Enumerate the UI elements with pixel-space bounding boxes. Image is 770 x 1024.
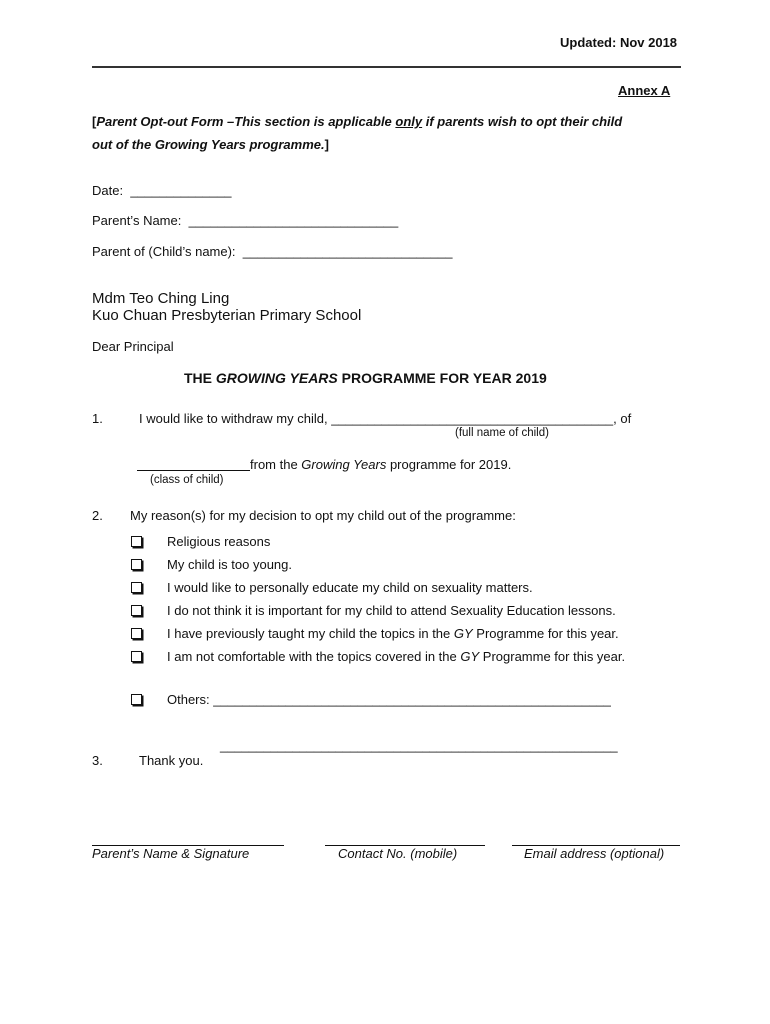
addressee-school: Kuo Chuan Presbyterian Primary School	[92, 307, 362, 324]
updated-date: Updated: Nov 2018	[560, 35, 678, 50]
contact-label: Contact No. (mobile)	[338, 846, 458, 861]
salutation: Dear Principal	[92, 339, 174, 354]
checkbox-too-young[interactable]	[131, 559, 142, 570]
reason5-post: Programme for this year.	[472, 626, 619, 641]
class-blank-line[interactable]	[137, 470, 250, 471]
item1-text	[139, 411, 631, 426]
parent-name-field	[92, 213, 398, 228]
reason6-post: Programme for this year.	[479, 649, 626, 664]
item3-number: 3.	[92, 753, 103, 768]
intro-close-bracket: ]	[324, 137, 329, 152]
header-divider	[92, 66, 681, 68]
reason6-pre: I am not comfortable with the topics covered in the	[167, 649, 461, 664]
date-blank[interactable]: ______________	[130, 183, 232, 198]
title-pre: THE	[184, 370, 216, 386]
intro-part2: if parents wish to opt their child	[422, 114, 623, 129]
intro-line2-text: out of the Growing Years programme.	[92, 137, 325, 152]
checkbox-not-comfortable[interactable]	[131, 651, 142, 662]
item1-withdraw-text: I would like to withdraw my child,	[139, 411, 332, 426]
caption-full-name: (full name of child)	[455, 427, 549, 439]
reason-others	[167, 692, 611, 707]
reason-too-young: My child is too young.	[167, 557, 293, 572]
item1-after: , of	[613, 411, 632, 426]
parent-name-label: Parent’s Name:	[92, 213, 182, 228]
intro-open-bracket: [	[92, 114, 97, 129]
parent-of-field	[92, 244, 452, 259]
from-text: from the	[250, 457, 302, 472]
intro-line-1	[92, 114, 622, 129]
reason-not-comfortable	[167, 649, 625, 664]
intro-line-2	[92, 137, 329, 152]
child-name-blank[interactable]: _______________________________________	[331, 411, 614, 426]
item1-number: 1.	[92, 411, 103, 426]
title-post: PROGRAMME FOR YEAR 2019	[337, 370, 547, 386]
caption-class: (class of child)	[150, 474, 224, 486]
intro-only: only	[395, 114, 423, 129]
others-blank-line-2[interactable]: _______________________________________________________	[220, 738, 618, 753]
reason5-italic: GY	[453, 626, 473, 641]
email-label: Email address (optional)	[524, 846, 665, 861]
reason-previously-taught	[167, 626, 619, 641]
checkbox-religious[interactable]	[131, 536, 142, 547]
checkbox-personally-educate[interactable]	[131, 582, 142, 593]
parent-of-blank[interactable]: _____________________________	[242, 244, 453, 259]
item3-text: Thank you.	[139, 753, 204, 768]
from-italic: Growing Years	[301, 457, 387, 472]
item1-from-line	[250, 457, 511, 472]
others-blank[interactable]: _______________________________________________________	[213, 692, 611, 707]
annex-label: Annex A	[618, 83, 671, 98]
reason-not-important: I do not think it is important for my child to attend Sexuality Education lessons.	[167, 603, 616, 618]
parent-name-blank[interactable]: _____________________________	[188, 213, 399, 228]
from-post: programme for 2019.	[386, 457, 512, 472]
item2-number: 2.	[92, 508, 103, 523]
others-label: Others:	[167, 692, 210, 707]
addressee-name: Mdm Teo Ching Ling	[92, 290, 230, 307]
parent-signature-label: Parent’s Name & Signature	[92, 846, 250, 861]
date-field	[92, 183, 232, 198]
date-label: Date:	[92, 183, 124, 198]
intro-part1: Parent Opt-out Form –This section is applicable	[96, 114, 396, 129]
reason-personally-educate: I would like to personally educate my child on sexuality matters.	[167, 580, 533, 595]
checkbox-others[interactable]	[131, 694, 142, 705]
reason-religious: Religious reasons	[167, 534, 271, 549]
page-title	[184, 370, 547, 386]
checkbox-not-important[interactable]	[131, 605, 142, 616]
checkbox-previously-taught[interactable]	[131, 628, 142, 639]
title-italic: GROWING YEARS	[215, 370, 338, 386]
item2-text: My reason(s) for my decision to opt my child out of the programme:	[130, 508, 516, 523]
reason5-pre: I have previously taught my child the topics in the	[167, 626, 454, 641]
parent-of-label: Parent of (Child’s name):	[92, 244, 236, 259]
reason6-italic: GY	[460, 649, 480, 664]
